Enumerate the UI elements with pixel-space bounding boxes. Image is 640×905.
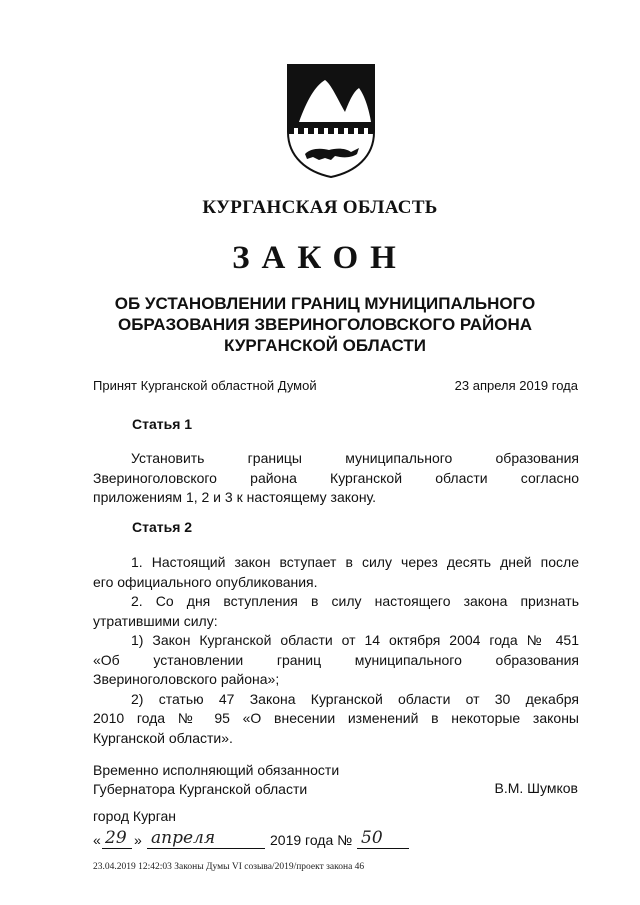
article-1-text xyxy=(93,449,579,508)
number-underline xyxy=(357,848,409,849)
year-and-number-label: 2019 года № xyxy=(270,832,353,848)
handwritten-number: 50 xyxy=(361,828,383,848)
signing-city: город Курган xyxy=(93,808,177,824)
quote-open: « xyxy=(93,832,101,848)
article-1-line: Звериноголовского района Курганской области согласно xyxy=(93,469,579,486)
adopted-by: Принят Курганской областной Думой xyxy=(93,378,317,393)
law-title-line: ОБ УСТАНОВЛЕНИИ ГРАНИЦ МУНИЦИПАЛЬНОГО xyxy=(114,294,536,313)
signer-name: В.М. Шумков xyxy=(494,780,578,796)
handwritten-month: апреля xyxy=(151,828,216,848)
article-2-line: 2. Со дня вступления в силу настоящего закона признать xyxy=(131,593,579,609)
article-2-heading: Статья 2 xyxy=(132,519,193,535)
signing-date-line xyxy=(93,826,423,852)
article-2-line: 1) Закон Курганской области от 14 октября 2004 года № 451 xyxy=(131,632,579,648)
quote-close: » xyxy=(134,832,142,848)
article-2-line: Звериноголовского района»; xyxy=(93,671,280,687)
article-2-line: Курганской области». xyxy=(93,729,233,746)
law-title-line: ОБРАЗОВАНИЯ ЗВЕРИНОГОЛОВСКОГО РАЙОНА xyxy=(117,315,533,334)
document-type: ЗАКОН xyxy=(232,240,408,276)
month-underline xyxy=(147,848,265,849)
article-1-line: приложениям 1, 2 и 3 к настоящему закону. xyxy=(93,489,377,505)
law-title-line: КУРГАНСКОЙ ОБЛАСТИ xyxy=(224,336,426,355)
adopted-date: 23 апреля 2019 года xyxy=(454,378,578,393)
signer-position-line: Губернатора Курганской области xyxy=(93,781,308,797)
law-title xyxy=(80,293,570,356)
article-2-line: 2010 года № 95 «О внесении изменений в некоторые законы xyxy=(93,710,579,726)
signer-position-line: Временно исполняющий обязанности xyxy=(93,762,340,778)
signer-position xyxy=(93,761,339,799)
handwritten-day: 29 xyxy=(105,828,127,848)
article-2-line: 2) статью 47 Закона Курганской области от 30 декабря xyxy=(131,690,579,707)
coat-of-arms-emblem xyxy=(285,62,377,180)
article-2-line: «Об установлении границ муниципального образования xyxy=(93,651,579,668)
article-2-text xyxy=(93,553,579,748)
article-1-line: Установить границы муниципального образования xyxy=(131,450,579,466)
region-name: КУРГАНСКАЯ ОБЛАСТЬ xyxy=(202,197,438,218)
day-underline xyxy=(102,848,132,849)
article-2-line: утратившими силу: xyxy=(93,612,218,629)
article-1-heading: Статья 1 xyxy=(132,416,193,432)
article-2-line: 1. Настоящий закон вступает в силу через десять дней после xyxy=(131,554,579,570)
footer-file-stamp: 23.04.2019 12:42:03 Законы Думы VI созыва/2019/проект закона 46 xyxy=(93,862,365,872)
article-2-line: его официального опубликования. xyxy=(93,573,318,590)
